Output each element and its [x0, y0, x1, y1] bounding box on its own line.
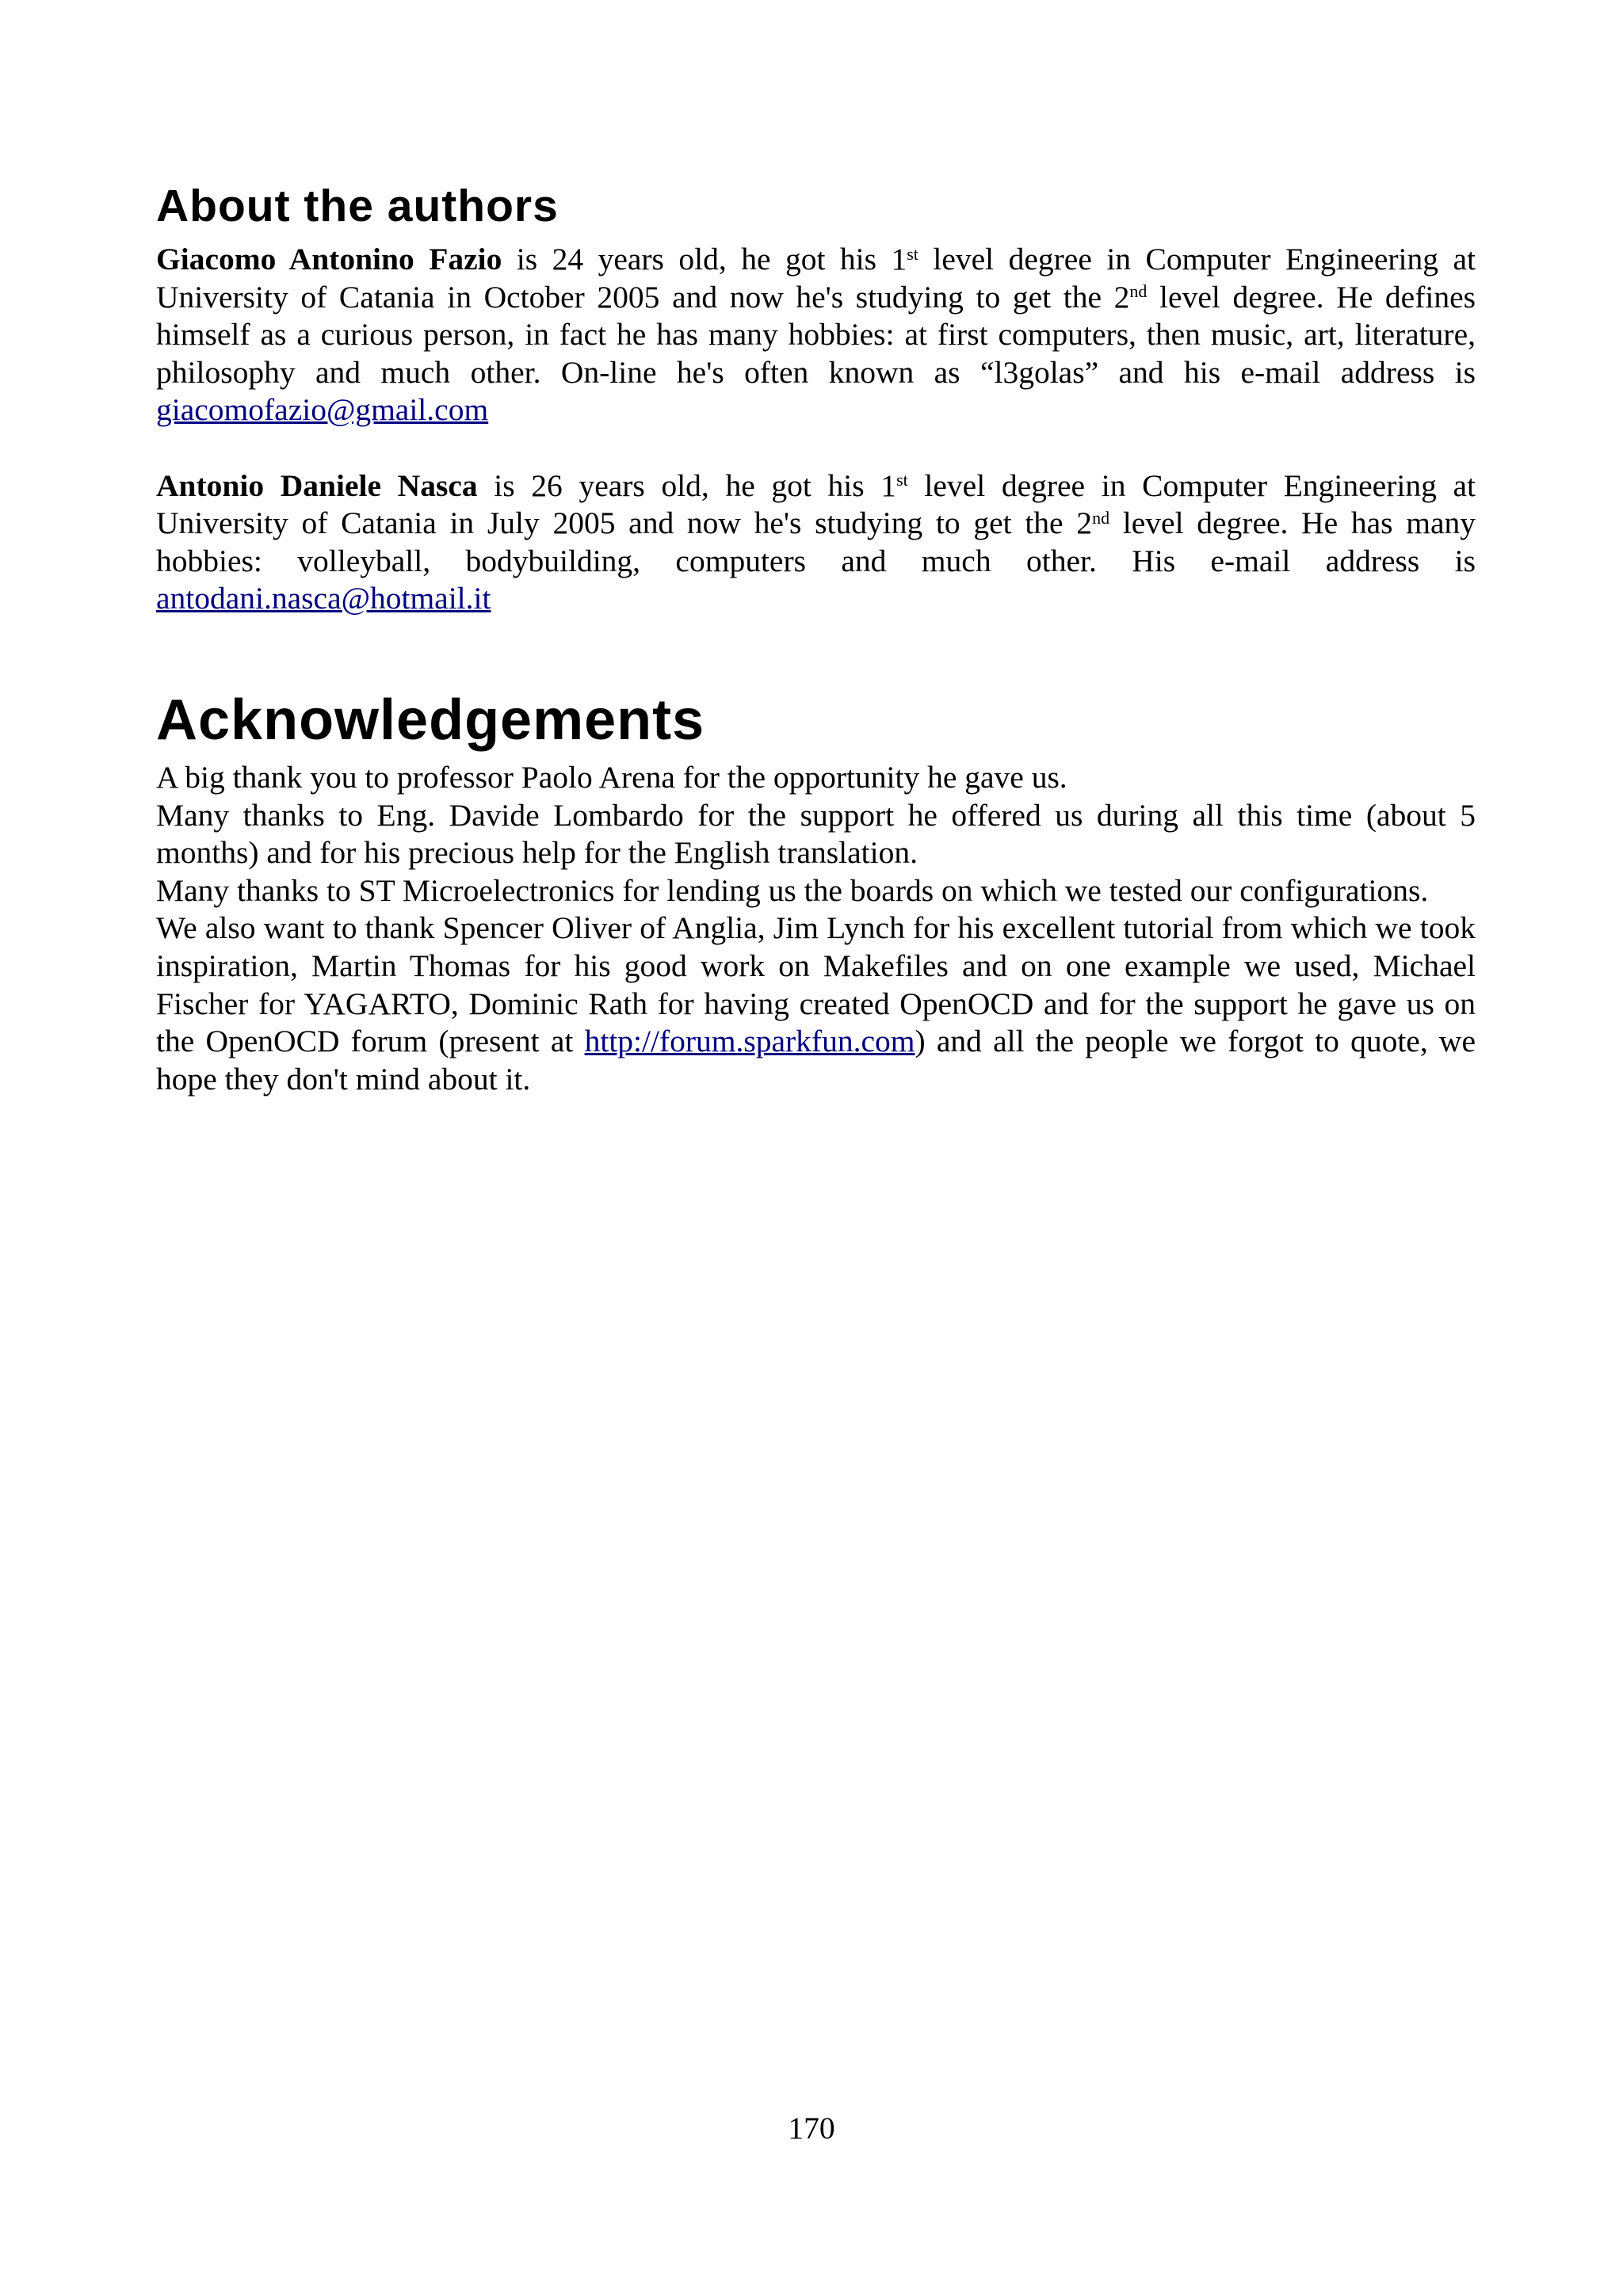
forum-link[interactable]: http://forum.sparkfun.com [584, 1024, 915, 1059]
author-name-fazio: Giacomo Antonino Fazio [156, 242, 502, 277]
bio-text: level degree. He defines himself as a curious person, in fact he has many hobbies: at first computers, then music, art, literature, philosophy and much other. On-line he's often known as “l3golas” and his e-mail address is [156, 279, 1476, 390]
author-bio-fazio [156, 241, 1476, 429]
authors-section [156, 241, 1476, 618]
ack-paragraph-2: Many thanks to Eng. Davide Lombardo for the support he offered us during all this time (about 5 months) and for his precious help for the English translation. [156, 797, 1476, 871]
ack-paragraph-4 [156, 910, 1476, 1098]
email-link-fazio[interactable]: giacomofazio@gmail.com [156, 392, 489, 428]
ack-paragraph-1: A big thank you to professor Paolo Arena for the opportunity he gave us. [156, 759, 1067, 795]
bio-text: level degree in Computer Engineering at University of Catania in October 2005 and now he's studying to get the 2 [156, 242, 1476, 315]
ack-paragraph-3: Many thanks to ST Microelectronics for lending us the boards on which we tested our configurations. [156, 872, 1429, 908]
ordinal-suffix: st [896, 470, 908, 490]
bio-text: is 26 years old, he got his 1 [477, 467, 897, 503]
bio-text: is 24 years old, he got his 1 [502, 242, 907, 277]
section-heading-about-authors: About the authors [156, 181, 559, 231]
paragraph-gap [156, 429, 1476, 467]
author-name-nasca: Antonio Daniele Nasca [156, 467, 478, 503]
bio-text: level degree in Computer Engineering at University of Catania in July 2005 and now he's studying to get the 2 [156, 467, 1476, 541]
ack-text: We also want to thank Spencer Oliver of Anglia, Jim Lynch for his excellent tutorial from which we took inspiration, Martin Thomas for his good work on Makefiles and on one example we used, Michael Fischer for YAGARTO, Dominic Rath for having created OpenOCD and for the support he gave us on the OpenOCD forum (present at [156, 910, 1476, 1059]
bio-text: level degree. He has many hobbies: volleyball, bodybuilding, computers and much other. His e-mail address is [156, 505, 1476, 578]
ordinal-suffix: nd [1129, 281, 1148, 302]
document-page [156, 178, 1476, 1098]
acknowledgements-section [156, 759, 1476, 1098]
section-heading-acknowledgements: Acknowledgements [156, 688, 705, 752]
ordinal-suffix: st [907, 243, 918, 264]
ordinal-suffix: nd [1092, 508, 1110, 528]
author-bio-nasca [156, 467, 1476, 618]
email-link-nasca[interactable]: antodani.nasca@hotmail.it [156, 581, 491, 616]
ack-text: ) and all the people we forgot to quote, we hope they don't mind about it. [156, 1024, 1476, 1097]
page-number: 170 [788, 2111, 835, 2145]
